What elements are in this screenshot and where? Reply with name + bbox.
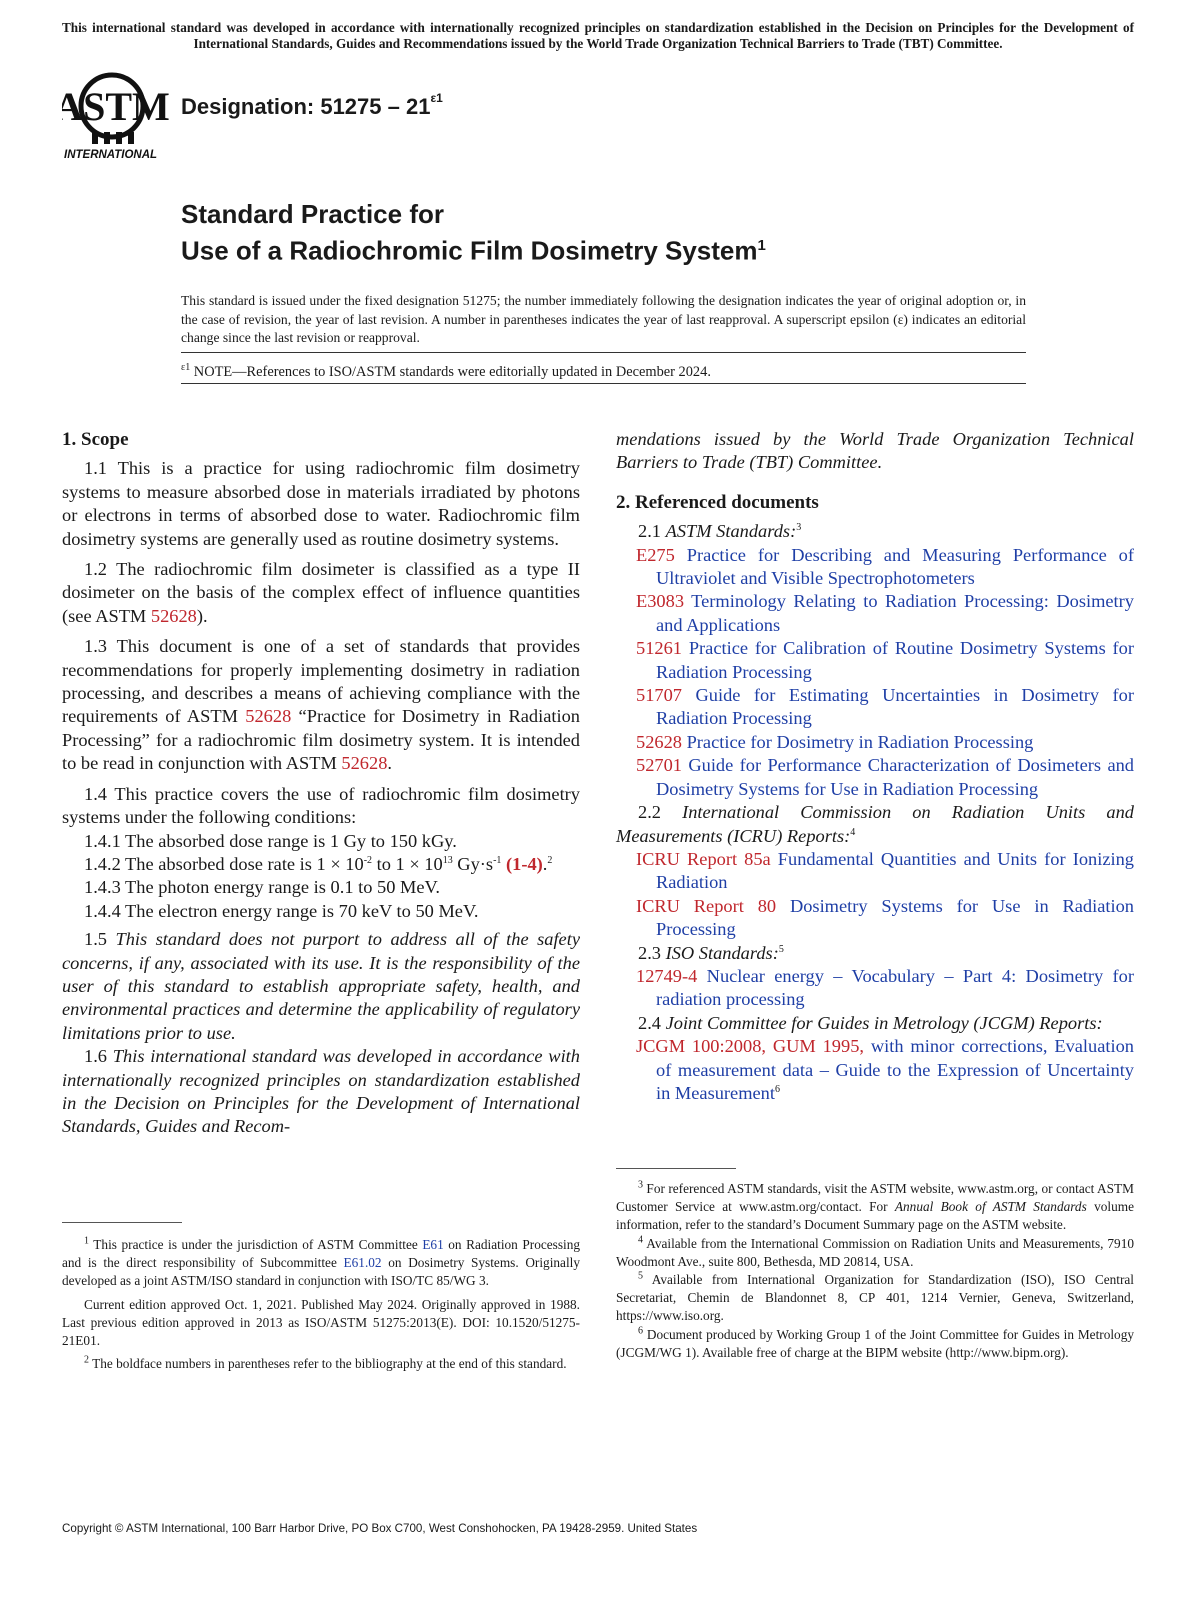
reference-title-link[interactable]: Nuclear energy – Vocabulary – Part 4: Dosimetry for radiation processing [656, 965, 1134, 1010]
footnote-4-text: Available from the International Commission on Radiation Units and Measurements, 7910 Woodmont Ave., suite 800, Bethesda, MD 20814, USA. [616, 1235, 1134, 1269]
footnote-2-text: The boldface numbers in parentheses refer to the bibliography at the end of this standard. [89, 1356, 567, 1372]
logo-international-text: INTERNATIONAL [64, 149, 158, 161]
astm-logo [62, 70, 170, 166]
designation-epsilon: ε1 [430, 90, 443, 105]
footnote-3-text2: volume information, refer to the standard’s Document Summary page on the ASTM website. [616, 1199, 1134, 1233]
para-1-2-text: 1.2 The radiochromic film dosimeter is classified as a type II dosimeter on the basis of the complex effect of influence quantities (see ASTM [62, 559, 580, 626]
para-1-4-1: 1.4.1 The absorbed dose range is 1 Gy to 150 kGy. [84, 830, 457, 851]
para-1-5 [62, 928, 580, 1045]
section-2-3-num: 2.3 [638, 942, 666, 963]
section-2-4-title: Joint Committee for Guides in Metrology (JCGM) Reports: [665, 1012, 1103, 1033]
para-1-6-text: This international standard was developed in accordance with internationally recognized principles on standardization established in the Decision on Principles for the Development of International Standards, Guides and Recom- [62, 1046, 580, 1137]
footnote-5-text: Available from International Organization for Standardization (ISO), ISO Central Secretariat, Chemin de Blandonnet 8, CP 401, 1214 Vernier, Geneva, Switzerland, https://www.iso.org. [616, 1272, 1134, 1324]
section-2-1 [616, 520, 1134, 543]
reference-item [616, 544, 1134, 591]
reference-item [616, 895, 1134, 942]
left-column [62, 428, 580, 1139]
link-52628[interactable]: 52628 [150, 605, 197, 626]
para-1-4-2 [62, 853, 580, 876]
footnote-divider-left [62, 1222, 182, 1223]
reference-item [616, 754, 1134, 801]
para-1-4-4: 1.4.4 The electron energy range is 70 keV to 50 MeV. [84, 900, 479, 921]
reference-code-link[interactable]: E3083 [636, 591, 685, 612]
section-2-2-num: 2.2 [638, 802, 683, 823]
footnote-1-text: This practice is under the jurisdiction of ASTM Committee [89, 1237, 423, 1252]
reference-title-link[interactable]: Guide for Performance Characterization of Dosimeters and Dosimetry Systems for Use in Radiation Processing [656, 755, 1134, 799]
reference-title-link[interactable]: Guide for Estimating Uncertainties in Dosimetry for Radiation Processing [656, 685, 1134, 729]
para-1-6 [62, 1045, 580, 1139]
exp-1: -2 [363, 854, 373, 866]
reference-item [616, 1035, 1134, 1105]
editorial-note [181, 362, 711, 381]
reference-item [616, 637, 1134, 684]
footnotes-right [616, 1180, 1134, 1362]
section-2-2-title: International Commission on Radiation Units and Measurements (ICRU) Reports: [616, 802, 1134, 846]
footnote-3 [616, 1180, 1134, 1235]
issuance-statement: This standard is issued under the fixed designation 51275; the number immediately following the designation indicates the year of original adoption or, in the case of revision, the year of last revision. A number in parentheses indicates the year of last reapproval. A superscript epsilon (ε) indicates an editorial change since the last revision or reapproval. [181, 293, 1026, 346]
reference-code-link[interactable]: 51261 [636, 638, 682, 659]
para-1-6-continued: mendations issued by the World Trade Organization Technical Barriers to Trade (TBT) Committee. [616, 429, 1134, 473]
svg-text:ASTM: ASTM [62, 84, 170, 129]
para-1-3 [62, 635, 580, 775]
right-column [616, 428, 1134, 1105]
footnote-divider-right [616, 1168, 736, 1169]
footnote-1-text2: on Radiation Processing and is the direct responsibility of Subcommittee [62, 1237, 580, 1271]
reference-code-link[interactable]: 52628 [636, 731, 682, 752]
jcgm-ref-list [616, 1035, 1134, 1105]
section-2-4 [616, 1012, 1134, 1035]
dose-rate-unit: Gy·s [452, 853, 494, 874]
icru-ref-list [616, 848, 1134, 942]
para-1-2-end: ). [196, 605, 208, 626]
footnote-mark-4: 4 [850, 826, 856, 838]
footnote-6-mark: 6 [638, 1325, 643, 1337]
para-1-3-end: . [387, 753, 392, 774]
reference-item [616, 965, 1134, 1012]
footnote-2-mark: 2 [84, 1354, 89, 1366]
footnote-3-text: For referenced ASTM standards, visit the ASTM website, www.astm.org, or contact ASTM Customer Service at www.astm.org/contact. For [616, 1181, 1134, 1215]
footnote-1 [62, 1236, 580, 1291]
section-2-1-num: 2.1 [638, 521, 666, 542]
footnote-2 [62, 1355, 580, 1373]
exp-2: 13 [442, 854, 453, 866]
footnote-mark-2: 2 [547, 854, 553, 866]
title-footnote-mark: 1 [757, 237, 766, 254]
section-2-2 [616, 801, 1134, 848]
para-1-2 [62, 558, 580, 628]
reference-code-link[interactable]: ICRU Report 80 [636, 895, 777, 916]
iso-ref-list [616, 965, 1134, 1012]
reference-title-link[interactable]: with minor corrections, Evaluation of measurement data – Guide to the Expression of Uncertainty in Measurement [656, 1036, 1135, 1103]
para-1-5-text: This standard does not purport to address all of the safety concerns, if any, associated with its use. It is the responsibility of the user of this standard to establish appropriate safety, health, and environmental practices and determine the applicability of regulatory limitations prior to use. [62, 929, 580, 1043]
designation-label: Designation: 51275 – 21 [181, 94, 431, 119]
reference-title-link[interactable]: Fundamental Quantities and Units for Ionizing Radiation [656, 848, 1134, 893]
footnote-4-mark: 4 [638, 1234, 643, 1246]
footnote-3-italic: Annual Book of ASTM Standards [894, 1199, 1087, 1215]
link-52628[interactable]: 52628 [245, 706, 292, 727]
reference-item [616, 731, 1134, 754]
title-line2: Use of a Radiochromic Film Dosimetry System [181, 235, 758, 266]
designation [181, 90, 443, 120]
reference-code-link[interactable]: 52701 [636, 755, 682, 776]
dose-rate-end: . [542, 853, 548, 874]
footnote-mark: 6 [775, 1083, 780, 1095]
reference-title-link[interactable]: Terminology Relating to Radiation Processing: Dosimetry and Applications [656, 591, 1134, 635]
dose-rate-text2: to 1 × 10 [372, 853, 443, 874]
footnote-mark-3: 3 [796, 522, 802, 534]
reference-title-link[interactable]: Practice for Calibration of Routine Dosimetry Systems for Radiation Processing [656, 638, 1134, 682]
footnote-5-mark: 5 [638, 1270, 643, 1282]
reference-code-link[interactable]: JCGM 100:2008, GUM 1995, [636, 1036, 864, 1057]
edition-note: Current edition approved Oct. 1, 2021. Published May 2024. Originally approved in 1988. Last previous edition approved in 2013 as ISO/ASTM 51275:2013(E). DOI: 10.1520/51275-21E01. [62, 1296, 580, 1349]
para-1-4-3: 1.4.3 The photon energy range is 0.1 to 50 MeV. [84, 877, 441, 898]
link-52628[interactable]: 52628 [341, 753, 388, 774]
para-1-1: 1.1 This is a practice for using radiochromic film dosimetry systems to measure absorbed dose in materials irradiated by photons or electrons in terms of absorbed dose to water. Radiochromic film dosimetry systems are generally used as routine dosimetry systems. [62, 458, 580, 549]
reference-item [616, 684, 1134, 731]
divider-top [181, 352, 1026, 353]
footnote-5 [616, 1271, 1134, 1326]
reference-item [616, 590, 1134, 637]
reference-title-link[interactable]: Dosimetry Systems for Use in Radiation Processing [656, 895, 1135, 940]
footnote-mark-5: 5 [778, 943, 784, 955]
section-2-4-num: 2.4 [638, 1012, 666, 1033]
section-2-3 [616, 942, 1134, 965]
link-e61-02[interactable]: E61.02 [343, 1255, 382, 1271]
exp-3: -1 [493, 854, 502, 866]
footnote-6 [616, 1326, 1134, 1362]
top-notice: This international standard was developed in accordance with internationally recognized principles on standardization established in the Decision on Principles for the Development of International Standards, Guides and Recommendations issued by the World Trade Organization Technical Barriers to Trade (TBT) Committee. [62, 20, 1134, 51]
para-1-4: 1.4 This practice covers the use of radiochromic film dosimetry systems under the following conditions: [62, 783, 580, 828]
footnote-4 [616, 1235, 1134, 1271]
astm-ref-list [616, 544, 1134, 801]
bibliography-link[interactable]: (1-4) [506, 853, 543, 874]
dose-rate-text: 1.4.2 The absorbed dose rate is 1 × 10 [84, 853, 364, 874]
copyright-footer: Copyright © ASTM International, 100 Barr Harbor Drive, PO Box C700, West Conshohocken, PA 19428-2959. United States [62, 1522, 698, 1535]
reference-code-link[interactable]: 51707 [636, 685, 682, 706]
reference-title-link[interactable]: Practice for Dosimetry in Radiation Processing [681, 731, 1034, 752]
footnote-6-text: Document produced by Working Group 1 of the Joint Committee for Guides in Metrology (JCGM/WG 1). Available free of charge at the BIPM website (http://www.bipm.org). [616, 1326, 1134, 1360]
scope-heading: 1. Scope [62, 429, 129, 450]
reference-code-link[interactable]: ICRU Report 85a [636, 848, 771, 869]
para-1-5-num: 1.5 [84, 929, 116, 950]
reference-title-link[interactable]: Practice for Describing and Measuring Performance of Ultraviolet and Visible Spectrophotometers [656, 544, 1134, 589]
footnote-1-text3: on Dosimetry Systems. Originally developed as a joint ASTM/ISO standard in conjunction with ISO/TC 85/WG 3. [62, 1255, 580, 1289]
para-1-6-num: 1.6 [84, 1046, 113, 1067]
footnotes-left [62, 1236, 580, 1373]
section-2-3-title: ISO Standards: [665, 942, 779, 963]
reference-item [616, 848, 1134, 895]
references-heading: 2. Referenced documents [616, 491, 819, 513]
para-1-3-text2: “Practice for Dosimetry in Radiation Processing” for a radiochromic film dosimetry system. It is intended to be read in conjunction with ASTM [62, 706, 580, 774]
para-1-3-text: 1.3 This document is one of a set of standards that provides recommendations for properly implementing dosimetry in radiation processing, and describes a means of achieving compliance with the requirements of ASTM [62, 636, 580, 727]
footnote-1-mark: 1 [84, 1235, 89, 1247]
editorial-note-mark: ε1 [181, 362, 191, 373]
reference-code-link[interactable]: E275 [636, 544, 675, 565]
section-2-1-title: ASTM Standards: [665, 521, 797, 542]
document-title [181, 198, 766, 267]
link-e61[interactable]: E61 [422, 1237, 444, 1252]
reference-code-link[interactable]: 12749-4 [636, 965, 698, 986]
title-line1: Standard Practice for [181, 199, 444, 229]
editorial-note-text: NOTE—References to ISO/ASTM standards were editorially updated in December 2024. [190, 363, 711, 380]
footnote-3-mark: 3 [638, 1179, 643, 1191]
divider-bottom [181, 383, 1026, 384]
